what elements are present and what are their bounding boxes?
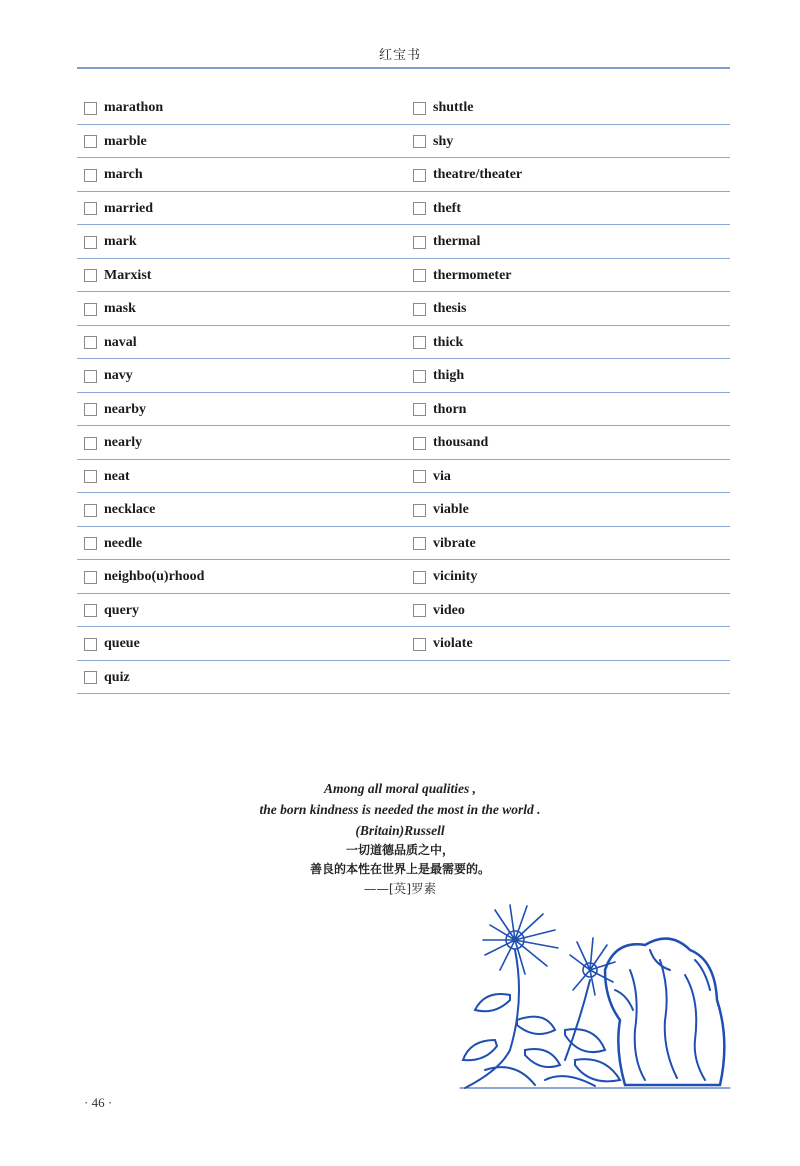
- word-item: [84, 601, 139, 621]
- word-label: Marxist: [104, 267, 152, 283]
- word-checkbox[interactable]: [413, 437, 426, 450]
- vocabulary-word-table: [77, 91, 730, 694]
- word-checkbox[interactable]: [413, 135, 426, 148]
- table-row: [77, 426, 730, 460]
- word-label: thigh: [433, 368, 465, 383]
- table-row: [77, 527, 730, 561]
- quote-zh-line-2: 善良的本性在世界上是最需要的。: [309, 862, 490, 876]
- word-checkbox[interactable]: [413, 571, 426, 584]
- word-checkbox[interactable]: [84, 671, 97, 684]
- word-item: [413, 467, 451, 487]
- word-label: query: [104, 602, 139, 618]
- word-checkbox[interactable]: [413, 303, 426, 316]
- word-label: marathon: [104, 100, 164, 115]
- quote-attribution-zh: ——[英]罗素: [363, 881, 437, 896]
- word-checkbox[interactable]: [413, 102, 426, 115]
- quote-block: [200, 778, 600, 899]
- word-item: [413, 199, 461, 219]
- word-item: [413, 500, 469, 520]
- word-checkbox[interactable]: [413, 236, 426, 249]
- word-checkbox[interactable]: [413, 470, 426, 483]
- word-label: mark: [104, 234, 137, 249]
- word-checkbox[interactable]: [413, 202, 426, 215]
- word-label: thesis: [433, 301, 467, 316]
- word-label: mask: [104, 301, 136, 316]
- word-label: viable: [433, 502, 469, 517]
- word-item: [413, 132, 453, 152]
- word-label: vibrate: [433, 535, 476, 551]
- word-item: [84, 165, 143, 185]
- word-item: [84, 500, 155, 520]
- table-row: [77, 594, 730, 628]
- table-row: [77, 393, 730, 427]
- header-divider: [77, 67, 730, 69]
- table-row: [77, 493, 730, 527]
- word-label: neat: [104, 468, 130, 484]
- word-item: [413, 98, 473, 118]
- word-item: [413, 232, 480, 252]
- word-label: thorn: [433, 401, 467, 417]
- word-checkbox[interactable]: [84, 571, 97, 584]
- table-row: [77, 359, 730, 393]
- word-checkbox[interactable]: [84, 236, 97, 249]
- word-label: theft: [433, 200, 461, 216]
- word-label: video: [433, 602, 465, 618]
- table-row: [77, 627, 730, 661]
- word-item: [413, 165, 522, 185]
- word-checkbox[interactable]: [84, 336, 97, 349]
- word-item: [84, 433, 142, 453]
- word-item: [413, 299, 466, 319]
- word-label: theatre/theater: [433, 167, 523, 182]
- table-row: [77, 560, 730, 594]
- word-label: march: [104, 167, 143, 182]
- word-checkbox[interactable]: [84, 638, 97, 651]
- word-item: [413, 400, 466, 420]
- word-item: [84, 199, 153, 219]
- word-label: shuttle: [433, 100, 474, 115]
- word-item: [84, 333, 137, 353]
- word-label: thermometer: [433, 267, 512, 283]
- word-item: [84, 467, 130, 487]
- word-checkbox[interactable]: [413, 370, 426, 383]
- word-label: quiz: [104, 669, 130, 685]
- word-item: [84, 534, 142, 554]
- word-checkbox[interactable]: [84, 303, 97, 316]
- word-checkbox[interactable]: [413, 504, 426, 517]
- word-label: neighbo(u)rhood: [104, 569, 205, 584]
- word-item: [84, 232, 137, 252]
- word-checkbox[interactable]: [413, 638, 426, 651]
- table-row: [77, 225, 730, 259]
- table-row: [77, 125, 730, 159]
- word-item: [413, 366, 464, 386]
- word-item: [413, 534, 476, 554]
- word-item: [84, 400, 146, 420]
- word-item: [413, 266, 512, 286]
- word-label: via: [433, 468, 451, 484]
- word-label: nearly: [104, 435, 143, 450]
- word-label: vicinity: [433, 569, 478, 584]
- word-item: [413, 567, 477, 587]
- word-item: [84, 299, 136, 319]
- word-item: [84, 567, 204, 587]
- word-label: navy: [104, 368, 133, 383]
- word-label: queue: [104, 636, 140, 651]
- table-row: [77, 460, 730, 494]
- word-checkbox[interactable]: [84, 269, 97, 282]
- word-checkbox[interactable]: [413, 336, 426, 349]
- word-item: [84, 668, 130, 688]
- word-checkbox[interactable]: [84, 437, 97, 450]
- word-item: [413, 333, 463, 353]
- word-item: [84, 98, 163, 118]
- word-checkbox[interactable]: [84, 370, 97, 383]
- word-checkbox[interactable]: [413, 604, 426, 617]
- word-item: [84, 366, 133, 386]
- word-label: marble: [104, 133, 147, 149]
- page-header-title: 红宝书: [378, 48, 421, 63]
- quote-zh-line-1: 一切道德品质之中，: [345, 843, 454, 857]
- word-checkbox[interactable]: [413, 403, 426, 416]
- word-item: [84, 634, 140, 654]
- table-row: [77, 91, 730, 125]
- word-label: shy: [433, 133, 454, 149]
- word-checkbox[interactable]: [84, 537, 97, 550]
- word-checkbox[interactable]: [413, 169, 426, 182]
- table-row: [77, 326, 730, 360]
- word-checkbox[interactable]: [84, 202, 97, 215]
- word-item: [413, 601, 465, 621]
- word-checkbox[interactable]: [413, 269, 426, 282]
- page-number: · 46 ·: [84, 1095, 113, 1110]
- word-label: thick: [433, 334, 464, 350]
- word-label: necklace: [104, 502, 156, 517]
- word-item: [84, 132, 147, 152]
- word-label: married: [104, 200, 153, 216]
- word-checkbox[interactable]: [84, 102, 97, 115]
- quote-line-1: Among all moral qualities ,: [324, 781, 476, 796]
- table-row: [77, 192, 730, 226]
- word-checkbox[interactable]: [84, 169, 97, 182]
- table-row: [77, 158, 730, 192]
- word-label: violate: [433, 636, 473, 651]
- word-label: thermal: [433, 234, 481, 249]
- word-label: nearby: [104, 401, 146, 417]
- word-checkbox[interactable]: [84, 470, 97, 483]
- quote-line-2: the born kindness is needed the most in the world .: [259, 802, 541, 817]
- word-label: naval: [104, 334, 137, 350]
- word-checkbox[interactable]: [84, 135, 97, 148]
- word-label: needle: [104, 535, 143, 551]
- quote-attribution-en: (Britain)Russell: [355, 823, 445, 838]
- word-item: [413, 634, 473, 654]
- word-checkbox[interactable]: [413, 537, 426, 550]
- word-label: thousand: [433, 435, 489, 450]
- word-checkbox[interactable]: [84, 504, 97, 517]
- word-checkbox[interactable]: [84, 403, 97, 416]
- word-item: [84, 266, 151, 286]
- table-row: [77, 661, 730, 695]
- word-item: [413, 433, 488, 453]
- word-checkbox[interactable]: [84, 604, 97, 617]
- table-row: [77, 292, 730, 326]
- table-row: [77, 259, 730, 293]
- chrysanthemum-rock-illustration: [455, 900, 735, 1090]
